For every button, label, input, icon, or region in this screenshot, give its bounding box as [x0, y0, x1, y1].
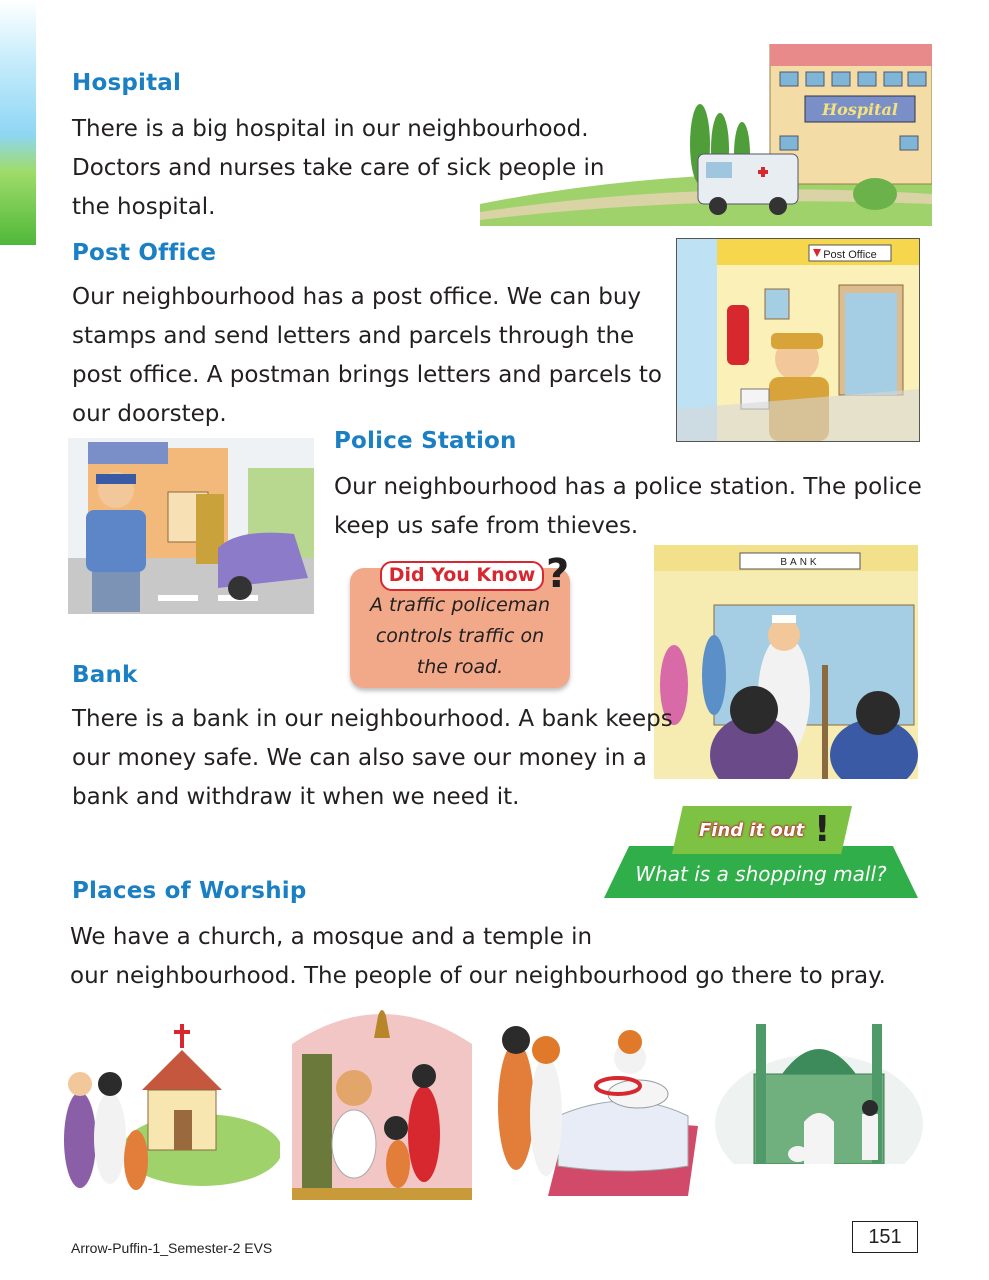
question-mark-icon: ? — [546, 551, 570, 597]
worship-text — [70, 918, 886, 996]
worship-heading: Places of Worship — [72, 878, 307, 904]
side-decoration — [0, 0, 36, 245]
text-line: the hospital. — [72, 194, 216, 220]
text-line: A traffic policeman — [370, 594, 550, 616]
find-it-out-box — [604, 806, 918, 900]
exclamation-icon: ! — [814, 809, 831, 850]
post-office-text — [72, 278, 662, 434]
text-line: our money safe. We can also save our money in a — [72, 745, 647, 771]
bank-illustration — [654, 545, 918, 779]
mosque-illustration — [712, 1004, 926, 1196]
bank-heading: Bank — [72, 662, 138, 688]
hospital-sign-text: Hospital — [822, 100, 898, 119]
text-line: keep us safe from thieves. — [334, 513, 639, 539]
find-it-out-question: What is a shopping mall? — [635, 862, 887, 886]
police-station-heading: Police Station — [334, 428, 517, 454]
text-line: There is a big hospital in our neighbourhood. — [72, 116, 589, 142]
post-office-heading: Post Office — [72, 240, 217, 266]
text-line: our neighbourhood. The people of our neighbourhood go there to pray. — [70, 963, 886, 989]
hospital-illustration — [480, 44, 932, 226]
bank-text — [72, 700, 673, 817]
did-you-know-box — [350, 551, 570, 688]
text-line: controls traffic on — [375, 625, 545, 647]
text-line: There is a bank in our neighbourhood. A bank keeps — [72, 706, 673, 732]
text-line: bank and withdraw it when we need it. — [72, 784, 520, 810]
post-office-illustration — [676, 238, 920, 442]
text-line: Our neighbourhood has a police station. The police — [334, 474, 922, 500]
text-line: post office. A postman brings letters and parcels to — [72, 362, 663, 388]
bank-sign-text: BANK — [780, 557, 820, 568]
book-title: Arrow-Puffin-1_Semester-2 EVS — [71, 1240, 273, 1256]
text-line: the road. — [416, 656, 504, 678]
temple-illustration — [292, 1004, 472, 1200]
page-number: 151 — [852, 1221, 918, 1253]
text-line: stamps and send letters and parcels through the — [72, 323, 635, 349]
text-line: our doorstep. — [72, 401, 227, 427]
find-it-out-label: Find it out — [699, 820, 805, 841]
text-line: Doctors and nurses take care of sick people in — [72, 155, 605, 181]
text-line: Our neighbourhood has a post office. We can buy — [72, 284, 642, 310]
did-you-know-text — [350, 590, 570, 683]
did-you-know-label: Did You Know — [380, 561, 544, 591]
text-line: We have a church, a mosque and a temple in — [70, 924, 593, 950]
police-station-illustration — [68, 438, 314, 614]
police-station-text — [334, 468, 922, 546]
post-office-sign-text: Post Office — [823, 249, 877, 261]
church-illustration — [52, 1010, 280, 1194]
hospital-heading: Hospital — [72, 70, 182, 96]
gurudwara-illustration — [488, 1006, 700, 1196]
